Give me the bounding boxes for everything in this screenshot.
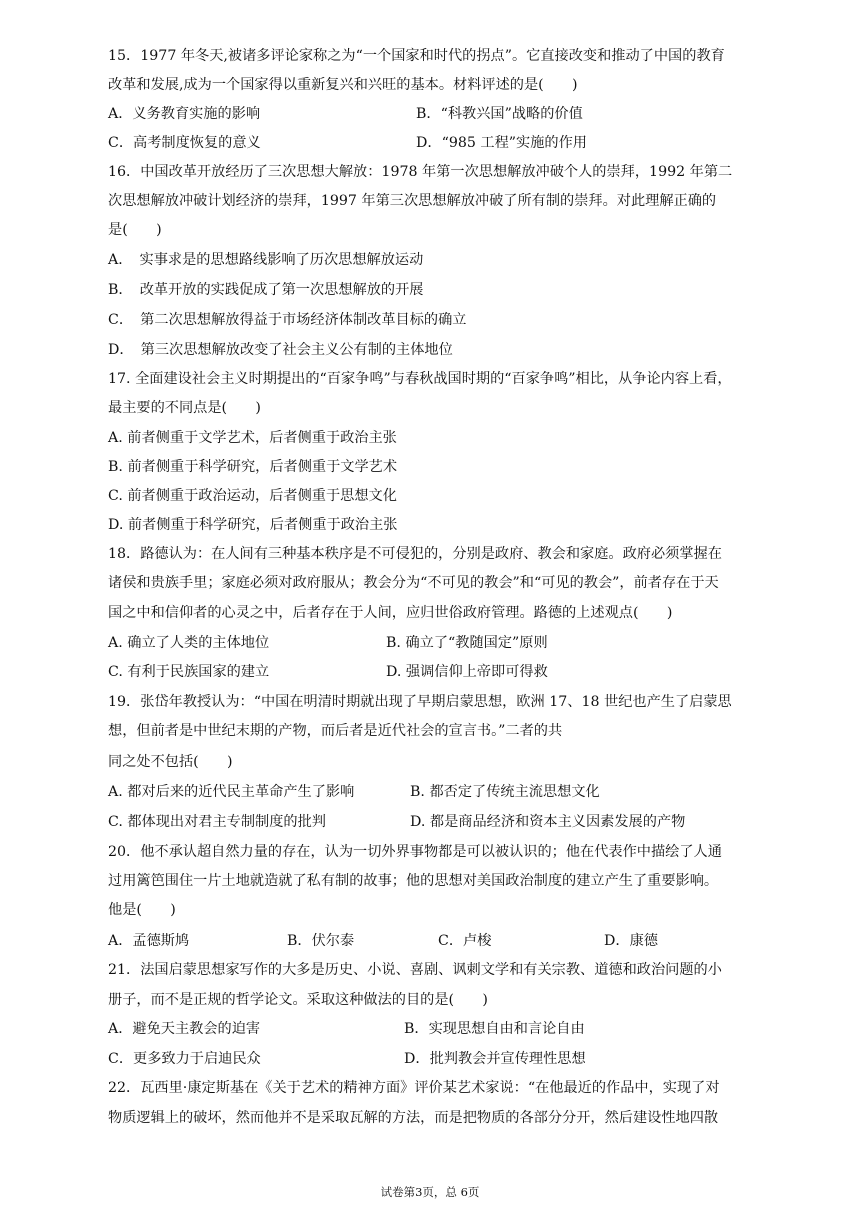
q18-stem-line-3: 国之中和信仰者的心灵之中，后者存在于人间，应归世俗政府管理。路德的上述观点( ) [108, 605, 673, 621]
q20-stem-line-2: 过用篱笆围住一片土地就造就了私有制的故事；他的思想对美国政治制度的建立产生了重要影响。 [108, 873, 719, 889]
q16-option-c[interactable]: C． 第二次思想解放得益于市场经济体制改革目标的确立 [108, 312, 467, 328]
q19-stem-line-2: 想，但前者是中世纪末期的产物，而后者是近代社会的宣言书。”二者的共 [108, 723, 563, 739]
q21-option-c[interactable]: C．更多致力于启迪民众 [108, 1051, 261, 1067]
q19-option-a[interactable]: A. 都对后来的近代民主革命产生了影响 [108, 784, 355, 800]
q15-stem-line-1: 15．1977 年冬天,被诸多评论家称之为“一个国家和时代的拐点”。它直接改变和推动了中国的教育 [108, 48, 725, 64]
q18-option-c[interactable]: C. 有利于民族国家的建立 [108, 664, 270, 680]
q16-stem-line-1: 16．中国改革开放经历了三次思想大解放：1978 年第一次思想解放冲破个人的崇拜，1992 年第二 [108, 164, 733, 180]
q18-option-a[interactable]: A. 确立了人类的主体地位 [108, 635, 270, 651]
q16-option-a[interactable]: A． 实事求是的思想路线影响了历次思想解放运动 [108, 252, 424, 268]
q19-option-c[interactable]: C. 都体现出对君主专制制度的批判 [108, 814, 326, 830]
q18-option-b[interactable]: B. 确立了“教随国定”原则 [386, 635, 548, 651]
q20-option-a[interactable]: A．孟德斯鸠 [108, 933, 190, 949]
q19-stem-line-3: 同之处不包括( ) [108, 754, 233, 770]
q15-option-b[interactable]: B．“科教兴国”战略的价值 [416, 106, 583, 122]
q21-stem-line-2: 册子，而不是正规的哲学论文。采取这种做法的目的是( ) [108, 992, 488, 1008]
q22-stem-line-2: 物质逻辑上的破坏，然而他并不是采取瓦解的方法，而是把物质的各部分分开，然后建设性地四散 [108, 1110, 719, 1126]
q15-option-a[interactable]: A．义务教育实施的影响 [108, 106, 261, 122]
page-footer: 试卷第3页，总 6页 [380, 1185, 480, 1199]
q17-option-b[interactable]: B. 前者侧重于科学研究，后者侧重于文学艺术 [108, 459, 398, 475]
q15-option-d[interactable]: D．“985 工程”实施的作用 [416, 135, 587, 151]
q19-option-d[interactable]: D. 都是商品经济和资本主义因素发展的产物 [410, 814, 686, 830]
q19-option-b[interactable]: B. 都否定了传统主流思想文化 [410, 784, 600, 800]
q22-stem-line-1: 22．瓦西里·康定斯基在《关于艺术的精神方面》评价某艺术家说：“在他最近的作品中，实现了对 [108, 1080, 720, 1096]
q21-option-a[interactable]: A．避免天主教会的迫害 [108, 1021, 261, 1037]
q20-option-b[interactable]: B．伏尔泰 [287, 933, 355, 949]
q16-option-b[interactable]: B． 改革开放的实践促成了第一次思想解放的开展 [108, 282, 424, 298]
q20-option-d[interactable]: D．康德 [604, 933, 658, 949]
q20-option-c[interactable]: C．卢梭 [438, 933, 492, 949]
q18-stem-line-1: 18．路德认为：在人间有三种基本秩序是不可侵犯的，分别是政府、教会和家庭。政府必须掌握在 [108, 546, 722, 562]
q20-stem-line-1: 20．他不承认超自然力量的存在，认为一切外界事物都是可以被认识的；他在代表作中描绘了人通 [108, 844, 722, 860]
q16-option-d[interactable]: D． 第三次思想解放改变了社会主义公有制的主体地位 [108, 342, 453, 358]
q21-option-d[interactable]: D．批判教会并宣传理性思想 [404, 1051, 586, 1067]
q15-option-c[interactable]: C．高考制度恢复的意义 [108, 135, 261, 151]
q19-stem-line-1: 19．张岱年教授认为：“中国在明清时期就出现了早期启蒙思想，欧洲 17、18 世纪也产生了启蒙思 [108, 694, 732, 710]
q16-stem-line-3: 是( ) [108, 222, 162, 238]
q16-stem-line-2: 次思想解放冲破计划经济的崇拜，1997 年第三次思想解放冲破了所有制的崇拜。对此理解正确的 [108, 193, 717, 209]
q17-stem-line-1: 17. 全面建设社会主义时期提出的“百家争鸣”与春秋战国时期的“百家争鸣”相比，从争论内容上看， [108, 371, 732, 387]
q21-option-b[interactable]: B．实现思想自由和言论自由 [404, 1021, 585, 1037]
q17-option-a[interactable]: A. 前者侧重于文学艺术，后者侧重于政治主张 [108, 430, 397, 446]
q21-stem-line-1: 21．法国启蒙思想家写作的大多是历史、小说、喜剧、讽刺文学和有关宗教、道德和政治问题的小 [108, 962, 722, 978]
q17-option-c[interactable]: C. 前者侧重于政治运动，后者侧重于思想文化 [108, 488, 397, 504]
q17-stem-line-2: 最主要的不同点是( ) [108, 400, 261, 416]
q20-stem-line-3: 他是( ) [108, 902, 176, 918]
q18-option-d[interactable]: D. 强调信仰上帝即可得救 [386, 664, 548, 680]
q18-stem-line-2: 诸侯和贵族手里；家庭必须对政府服从；教会分为“不可见的教会”和“可见的教会”，前者存在于天 [108, 575, 719, 591]
q15-stem-line-2: 改革和发展,成为一个国家得以重新复兴和兴旺的基本。材料评述的是( ) [108, 77, 578, 93]
q17-option-d[interactable]: D. 前者侧重于科学研究，后者侧重于政治主张 [108, 517, 398, 533]
